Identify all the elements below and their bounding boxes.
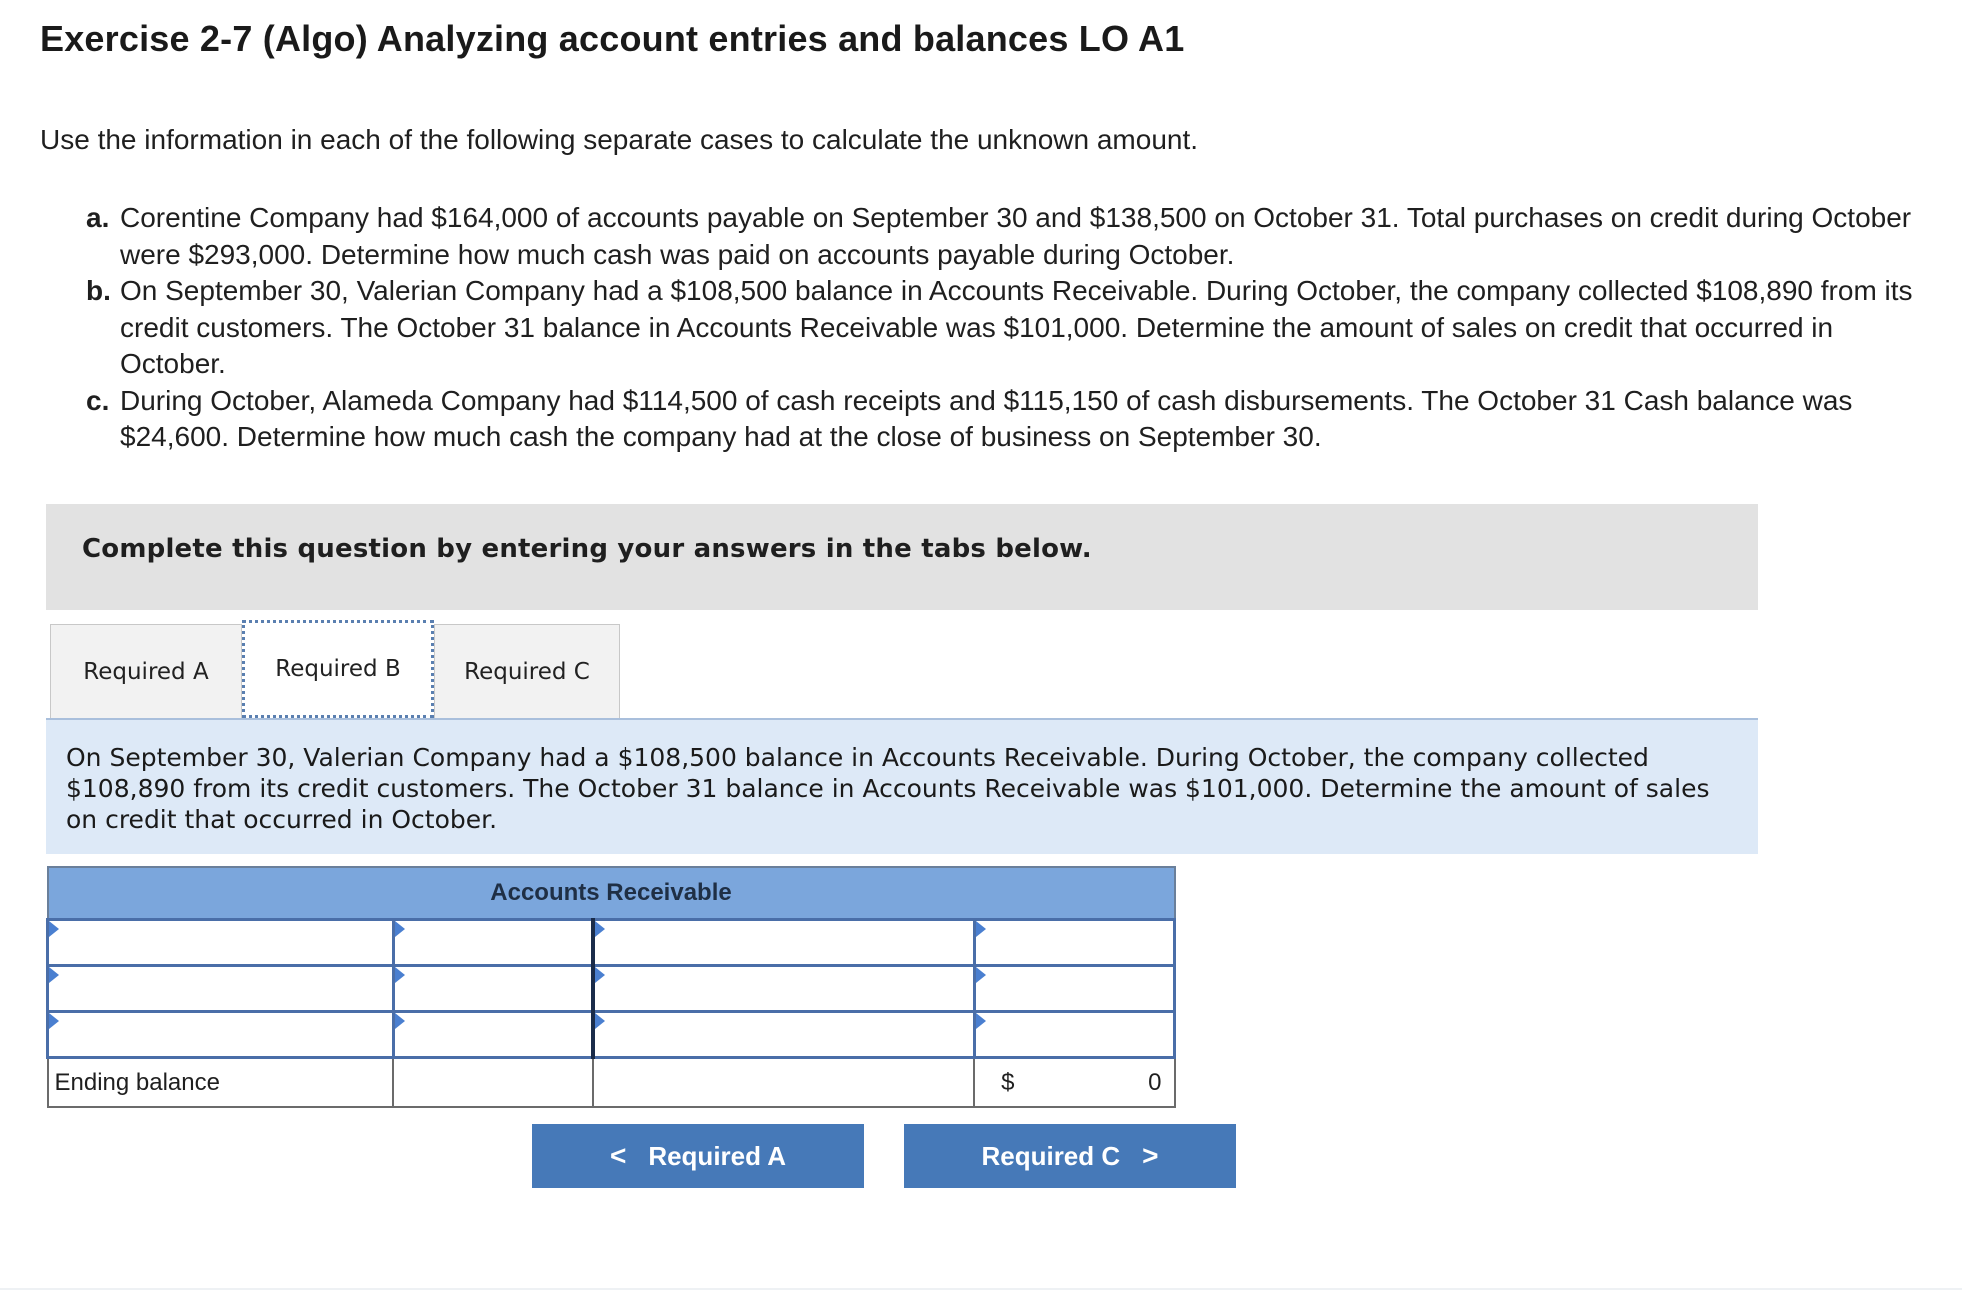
page-title: Exercise 2-7 (Algo) Analyzing account entries and balances LO A1	[40, 18, 1185, 59]
case-c	[86, 383, 1946, 456]
table-row	[48, 1012, 1175, 1058]
credit-amount-input[interactable]	[976, 921, 1173, 964]
case-letter: b.	[86, 275, 111, 306]
instruction-banner	[46, 504, 1758, 610]
debit-label-cell[interactable]	[48, 966, 394, 1012]
case-text: On September 30, Valerian Company had a $108,500 balance in Accounts Receivable. During October, the company collected $108,890 from its credit customers. The October 31 balance in Accounts Receivable was $101,000. Determine the amount of sales on credit that occurred in October.	[120, 275, 1913, 379]
chevron-left-icon: <	[609, 1140, 627, 1171]
debit-amount-cell[interactable]	[393, 1012, 593, 1058]
table-row	[48, 966, 1175, 1012]
debit-amount-input[interactable]	[395, 967, 592, 1010]
credit-amount-cell[interactable]	[974, 1012, 1174, 1058]
case-letter: a.	[86, 202, 110, 233]
currency-symbol: $	[1001, 1068, 1015, 1096]
table-row	[48, 920, 1175, 966]
intro-text: Use the information in each of the following separate cases to calculate the unknown amount.	[40, 124, 1199, 155]
debit-amount-cell[interactable]	[393, 920, 593, 966]
case-list	[86, 200, 1946, 456]
chevron-right-icon: >	[1142, 1140, 1159, 1171]
bottom-divider	[0, 1288, 1962, 1290]
ending-credit-label-cell	[593, 1058, 974, 1108]
tab-panel-required-b	[46, 718, 1758, 854]
instruction-text: Complete this question by entering your answers in the tabs below.	[82, 534, 1092, 564]
prev-button-label: Required A	[648, 1140, 787, 1171]
case-text: Corentine Company had $164,000 of accounts payable on September 30 and $138,500 on October 31. Total purchases on credit during October were $293,000. Determine how much cash was paid on accounts payable during October.	[120, 202, 1912, 270]
debit-amount-cell[interactable]	[393, 966, 593, 1012]
panel-question-text: On September 30, Valerian Company had a $108,500 balance in Accounts Receivable. During October, the company collected $108,890 from its credit customers. The October 31 balance in Accounts Receivable was $101,000. Determine the amount of sales on credit that occurred in October.	[66, 743, 1710, 834]
credit-label-input[interactable]	[595, 1013, 972, 1056]
credit-label-input[interactable]	[595, 921, 972, 964]
case-text: During October, Alameda Company had $114,500 of cash receipts and $115,150 of cash disbursements. The October 31 Cash balance was $24,600. Determine how much cash the company had at the close of business on September 30.	[120, 384, 1853, 452]
case-b	[86, 273, 1946, 383]
credit-label-cell[interactable]	[593, 966, 974, 1012]
debit-amount-input[interactable]	[395, 921, 592, 964]
case-letter: c.	[86, 384, 110, 416]
next-button-label: Required C	[981, 1140, 1121, 1171]
case-a	[86, 200, 1946, 273]
tab-required-a[interactable]: Required A	[50, 624, 242, 718]
ending-balance-value-cell	[974, 1058, 1174, 1108]
ending-balance-row	[48, 1058, 1175, 1108]
credit-label-cell[interactable]	[593, 920, 974, 966]
credit-amount-input[interactable]	[976, 1013, 1173, 1056]
tab-bar	[50, 624, 620, 720]
t-account-title: Accounts Receivable	[48, 867, 1175, 920]
ending-balance-value: 0	[1148, 1068, 1162, 1096]
tab-required-b[interactable]: Required B	[242, 620, 434, 718]
credit-amount-cell[interactable]	[974, 966, 1174, 1012]
debit-amount-input[interactable]	[395, 1013, 592, 1056]
credit-label-cell[interactable]	[593, 1012, 974, 1058]
credit-amount-input[interactable]	[976, 967, 1173, 1010]
debit-label-cell[interactable]	[48, 920, 394, 966]
debit-label-input[interactable]	[49, 921, 392, 964]
debit-label-input[interactable]	[49, 967, 392, 1010]
ending-balance-label: Ending balance	[48, 1058, 394, 1108]
debit-label-cell[interactable]	[48, 1012, 394, 1058]
accounts-receivable-t-account	[46, 866, 1176, 1108]
debit-label-input[interactable]	[49, 1013, 392, 1056]
next-required-c-button[interactable]	[904, 1124, 1236, 1188]
tab-required-c[interactable]: Required C	[434, 624, 620, 718]
credit-amount-cell[interactable]	[974, 920, 1174, 966]
previous-required-a-button[interactable]	[532, 1124, 864, 1188]
ending-debit-cell	[393, 1058, 593, 1108]
credit-label-input[interactable]	[595, 967, 972, 1010]
